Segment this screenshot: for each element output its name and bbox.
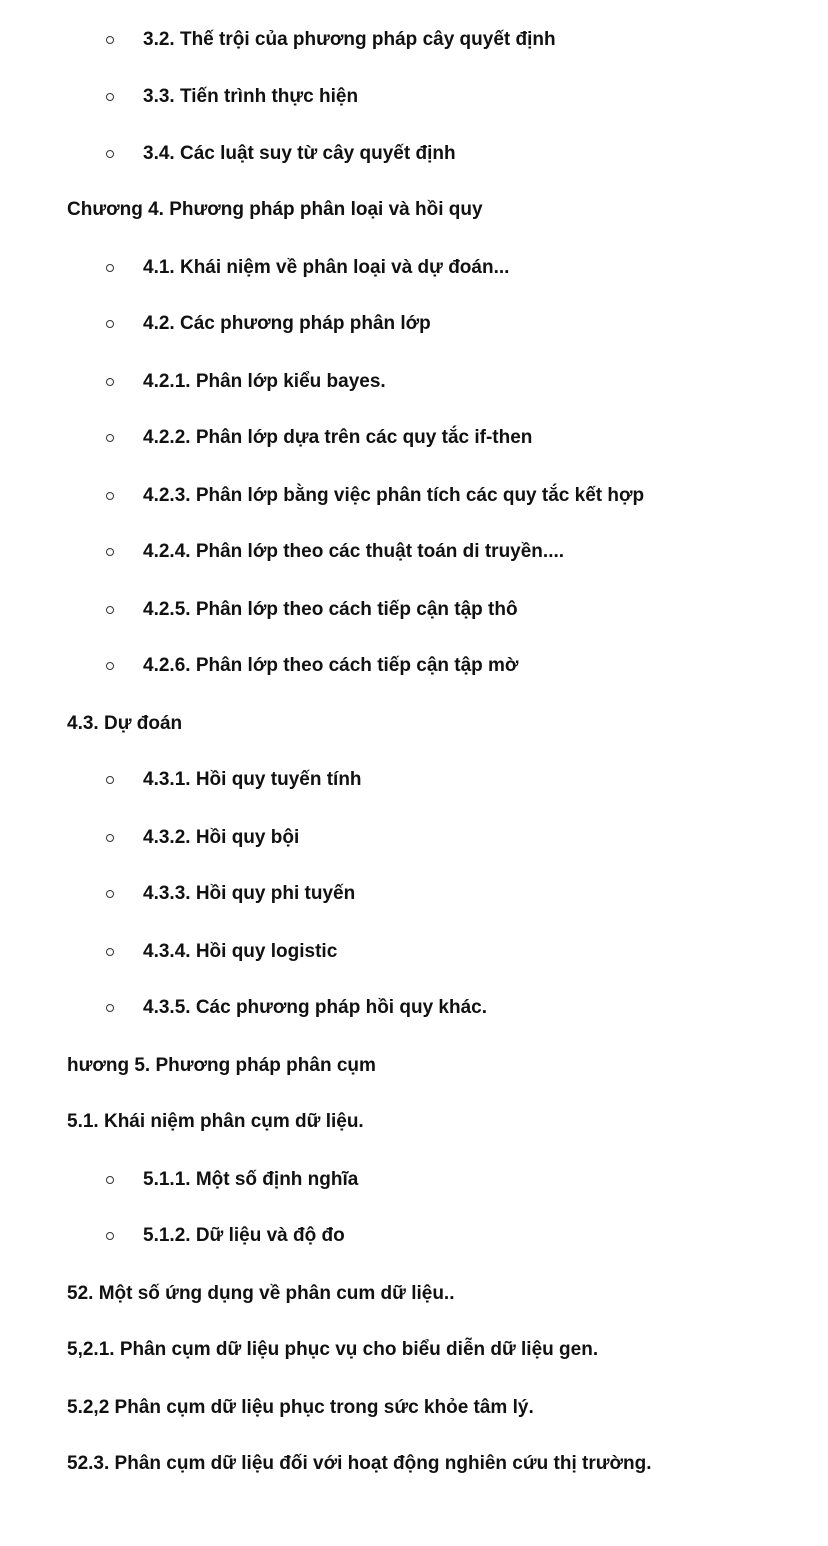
toc-item-text: 4.2.2. Phân lớp dựa trên các quy tắc if-then [143,427,533,448]
toc-item-text: 4.2.4. Phân lớp theo các thuật toán di truyền.... [143,541,565,562]
toc-heading-text: 4.3. Dự đoán [67,713,183,734]
hollow-circle-bullet-icon [106,1176,114,1184]
toc-heading-text: 5.2,2 Phân cụm dữ liệu phục trong sức khỏe tâm lý. [67,1397,534,1418]
toc-item-text: 4.2.3. Phân lớp bằng việc phân tích các quy tắc kết hợp [143,485,645,506]
toc-item-text: 3.3. Tiến trình thực hiện [143,86,359,107]
toc-item-text: 4.2.5. Phân lớp theo cách tiếp cận tập thô [143,599,518,620]
toc-heading-text: hương 5. Phương pháp phân cụm [67,1055,376,1076]
hollow-circle-bullet-icon [106,320,114,328]
toc-item-text: 3.2. Thế trội của phương pháp cây quyết định [143,29,556,50]
toc-heading-text: 5,2.1. Phân cụm dữ liệu phục vụ cho biểu diễn dữ liệu gen. [67,1339,599,1360]
toc-item-text: 3.4. Các luật suy từ cây quyết định [143,143,456,164]
toc-item-text: 4.3.1. Hồi quy tuyến tính [143,769,362,790]
hollow-circle-bullet-icon [106,662,114,670]
hollow-circle-bullet-icon [106,548,114,556]
hollow-circle-bullet-icon [106,890,114,898]
toc-item-text: 4.3.2. Hồi quy bội [143,827,300,848]
toc-item-text: 4.3.3. Hồi quy phi tuyến [143,883,356,904]
toc-heading-text: 52. Một số ứng dụng về phân cum dữ liệu.. [67,1283,455,1304]
toc-item-text: 4.1. Khái niệm về phân loại và dự đoán... [143,257,510,278]
toc-item-text: 5.1.2. Dữ liệu và độ đo [143,1225,345,1246]
hollow-circle-bullet-icon [106,150,114,158]
hollow-circle-bullet-icon [106,378,114,386]
hollow-circle-bullet-icon [106,948,114,956]
hollow-circle-bullet-icon [106,606,114,614]
hollow-circle-bullet-icon [106,1004,114,1012]
toc-item-text: 4.2. Các phương pháp phân lớp [143,313,431,334]
toc-heading-text: Chương 4. Phương pháp phân loại và hồi quy [67,199,483,220]
hollow-circle-bullet-icon [106,434,114,442]
hollow-circle-bullet-icon [106,264,114,272]
toc-heading-text: 52.3. Phân cụm dữ liệu đối với hoạt động nghiên cứu thị trường. [67,1453,652,1474]
toc-item-text: 4.3.5. Các phương pháp hồi quy khác. [143,997,487,1018]
toc-item-text: 5.1.1. Một số định nghĩa [143,1169,359,1190]
toc-item-text: 4.2.6. Phân lớp theo cách tiếp cận tập mờ [143,655,519,676]
hollow-circle-bullet-icon [106,834,114,842]
hollow-circle-bullet-icon [106,1232,114,1240]
toc-item-text: 4.2.1. Phân lớp kiểu bayes. [143,371,386,392]
hollow-circle-bullet-icon [106,93,114,101]
hollow-circle-bullet-icon [106,776,114,784]
hollow-circle-bullet-icon [106,36,114,44]
toc-heading-text: 5.1. Khái niệm phân cụm dữ liệu. [67,1111,364,1132]
hollow-circle-bullet-icon [106,492,114,500]
toc-item-text: 4.3.4. Hồi quy logistic [143,941,338,962]
